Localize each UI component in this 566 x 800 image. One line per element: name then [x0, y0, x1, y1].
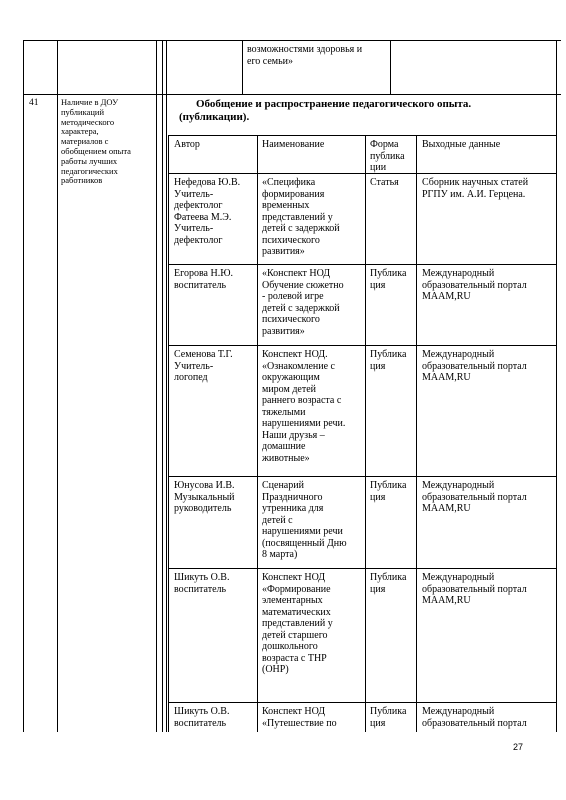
- cell-title: Конспект НОД «Путешествие по: [262, 706, 337, 729]
- inner-col-2: [257, 135, 258, 732]
- cell-title: Сценарий Праздничного утренника для детей с нарушениями речи (посвященный Дню 8 марта): [262, 480, 347, 560]
- cell-form: Статья: [370, 177, 399, 188]
- top-row-col-a: [242, 40, 243, 94]
- inner-col-3: [365, 135, 366, 732]
- cell-title: «Специфика формирования временных представлений у детей с задержкой психического развития»: [262, 177, 340, 257]
- col-line-2: [57, 40, 58, 732]
- cell-form: Публика ция: [370, 706, 407, 729]
- cell-author: Семенова Т.Г. Учитель- логопед: [174, 349, 233, 383]
- cell-output: Международный образовательный портал MAAM,RU: [422, 480, 527, 514]
- page-number: 27: [513, 742, 524, 752]
- col-line-5: [166, 40, 167, 732]
- section-heading-sub: (публикации).: [179, 111, 250, 123]
- cell-author: Юнусова И.В. Музыкальный руководитель: [174, 480, 235, 514]
- cell-form: Публика ция: [370, 572, 407, 595]
- col-line-3: [156, 40, 157, 732]
- cell-author: Нефедова Ю.В. Учитель- дефектолог Фатеева М.Э. Учитель- дефектолог: [174, 177, 241, 246]
- col-line-6: [556, 40, 557, 732]
- cell-author: Егорова Н.Ю. воспитатель: [174, 268, 233, 291]
- top-row-col-b: [390, 40, 391, 94]
- header-output: Выходные данные: [422, 139, 501, 150]
- cell-form: Публика ция: [370, 268, 407, 291]
- cell-author: Шикуть О.В. воспитатель: [174, 572, 230, 595]
- cell-output: Международный образовательный портал MAAM,RU: [422, 349, 527, 383]
- inner-row-4-bottom: [168, 568, 556, 569]
- table-border-top: [23, 40, 561, 41]
- row-divider: [23, 94, 561, 95]
- inner-row-1-bottom: [168, 264, 556, 265]
- inner-row-2-bottom: [168, 345, 556, 346]
- cell-output: Международный образовательный портал MAAM,RU: [422, 268, 527, 302]
- cell-output: Международный образовательный портал MAAM,RU: [422, 572, 527, 606]
- row-number: 41: [29, 98, 39, 108]
- inner-row-3-bottom: [168, 476, 556, 477]
- section-heading: Обобщение и распространение педагогического опыта.: [196, 98, 472, 110]
- cell-title: Конспект НОД «Формирование элементарных математических представлений у детей старшего дошкольного возраста с ТНР (ОНР): [262, 572, 333, 675]
- cell-title: Конспект НОД. «Ознакомление с окружающим миром детей раннего возраста с тяжелыми нарушениями речи. Наши друзья – домашние животные»: [262, 349, 346, 464]
- cell-form: Публика ция: [370, 480, 407, 503]
- inner-row-5-bottom: [168, 702, 556, 703]
- row-description: Наличие в ДОУ публикаций методического характера, материалов с обобщением опыта работы лучших педагогических работников: [61, 97, 131, 186]
- inner-col-1: [168, 135, 169, 732]
- cell-output: Сборник научных статей РГПУ им. А.И. Герцена.: [422, 177, 529, 200]
- cell-author: Шикуть О.В. воспитатель: [174, 706, 230, 729]
- inner-col-4: [416, 135, 417, 732]
- col-line-1: [23, 40, 24, 732]
- top-row-text: возможностями здоровья и его семьи»: [247, 44, 363, 67]
- inner-header-bottom: [168, 173, 556, 174]
- header-form: Форма публика ции: [370, 139, 405, 173]
- header-title: Наименование: [262, 139, 325, 150]
- header-author: Автор: [174, 139, 200, 150]
- inner-border-top: [168, 135, 556, 136]
- cell-form: Публика ция: [370, 349, 407, 372]
- col-line-4: [162, 40, 163, 732]
- cell-title: «Конспект НОД Обучение сюжетно - ролевой игре детей с задержкой психического развития»: [262, 268, 344, 337]
- cell-output: Международный образовательный портал: [422, 706, 527, 729]
